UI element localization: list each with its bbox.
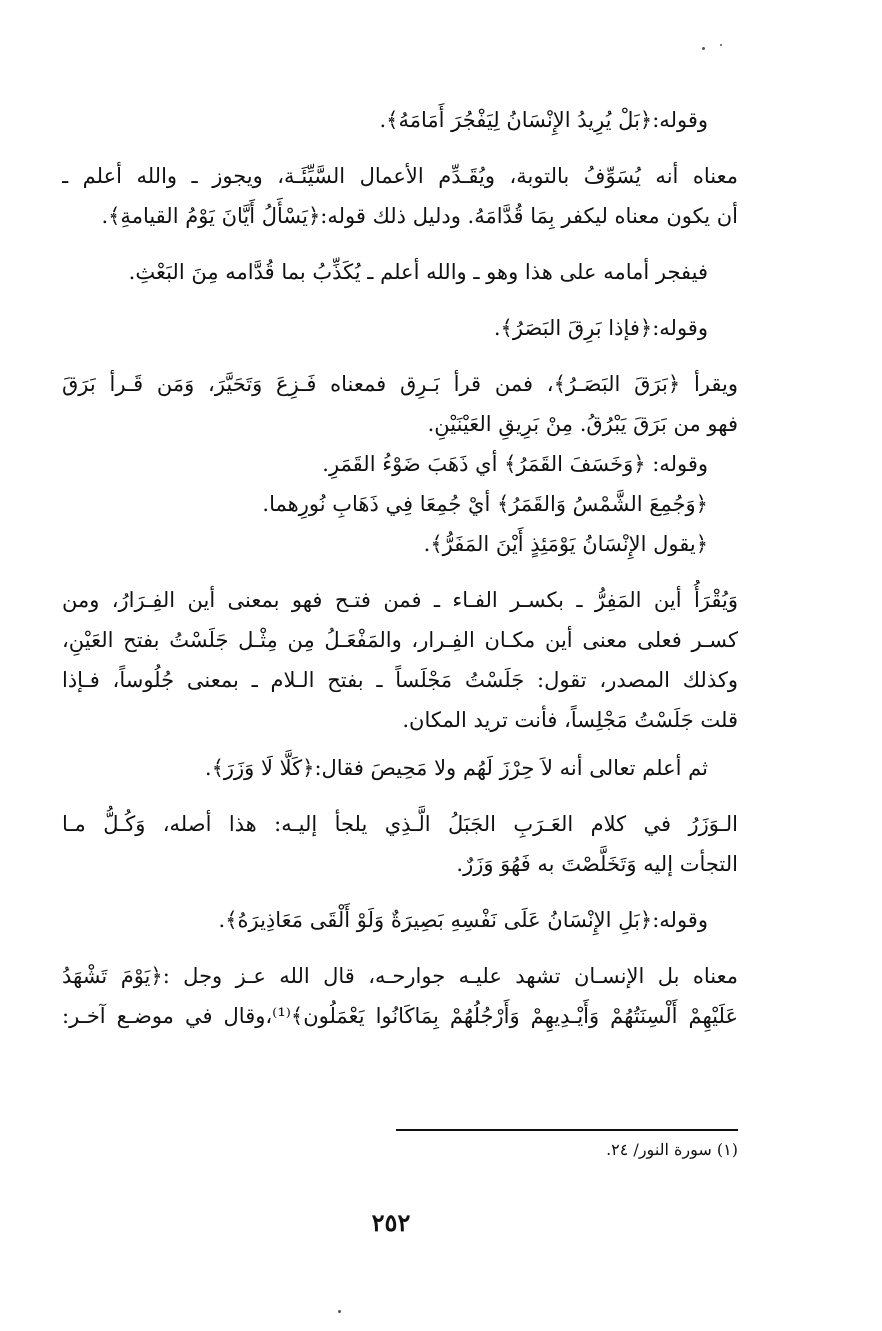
- text-line: ويقرأ ﴿بَرَقَ البَصَـرُ﴾، فمن قرأ بَـرِق فمعناه فَـزِعَ وَتَحَيَّرَ، وَمَن قَـرأ بَرَقَ: [62, 372, 738, 396]
- page-body: [62, 100, 738, 1036]
- quran-quote-line: وقوله:﴿بَلْ يُرِيدُ الإِنْسَانُ لِيَفْجُرَ أَمَامَهُ﴾.: [379, 108, 708, 132]
- text-line: الـوَزَرُ في كلام العَـرَبِ الجَبَلُ الَّـذِي يلجأ إليـه: هذا أصله، وَكُـلُّ مـا: [62, 812, 738, 836]
- text-line: قلت جَلَسْتُ مَجْلِساً، فأنت تريد المكان.: [402, 708, 738, 732]
- text-line: وَيُقْرَأُ أين المَفِرُّ ـ بكسـر الفـاء ـ فمن فتـح فهو بمعنى أين الفِـرَارُ، ومن: [62, 588, 738, 612]
- scan-speck: [720, 44, 722, 46]
- quran-quote-line: ﴿وَجُمِعَ الشَّمْسُ وَالقَمَرُ﴾ أيْ جُمِعَا فِي ذَهَابِ نُورِهما.: [262, 492, 708, 516]
- text-line: معناه بل الإنسـان تشهد عليـه جوارحـه، قال الله عـز وجل :﴿يَوْمَ تَشْهَدُ: [62, 964, 738, 988]
- page-number: ٢٥٢: [371, 1208, 411, 1237]
- text-line: معناه أنه يُسَوِّفُ بالتوبة، ويُقَـدِّم الأعمال السَّيِّئَـة، ويجوز ـ والله أعلم ـ: [62, 164, 738, 188]
- quran-quote-line: وقوله:﴿بَلِ الإِنْسَانُ عَلَى نَفْسِهِ بَصِيرَةٌ وَلَوْ أَلْقَى مَعَاذِيرَهُ﴾.: [218, 908, 708, 932]
- footnote: (١) سورة النور/ ٢٤.: [606, 1140, 738, 1159]
- quran-quote-line: وقوله:﴿فإذا بَرِقَ البَصَرُ﴾.: [493, 316, 708, 340]
- quran-quote-line: وقوله: ﴿وَخَسَفَ القَمَرُ﴾ أي ذَهَبَ ضَوْءُ القَمَرِ.: [322, 452, 708, 476]
- footnote-separator: [396, 1129, 738, 1131]
- text-line: عَلَيْهِمْ أَلْسِنَتُهُمْ وَأَيْـدِيهِمْ وَأَرْجُلُهُمْ بِمَاكَانُوا يَعْمَلُون﴾⁽¹⁾،وقال في موضـع آخـر:: [62, 1004, 738, 1028]
- text-line: أن يكون معناه ليكفر بِمَا قُدَّامَهُ. ودليل ذلك قوله:﴿يَسْأَلُ أَيَّانَ يَوْمُ القيامةِ﴾.: [101, 204, 738, 228]
- text-line: التجأت إليه وَتَخَلَّصْتَ به فَهُوَ وَزَرٌ.: [456, 852, 738, 876]
- text-line: ثم أعلم تعالى أنه لاَ حِرْزَ لَهُم ولا مَحِيصَ فقال:﴿كَلَّا لَا وَزَرَ﴾.: [204, 756, 708, 780]
- text-line: كسـر فعلى معنى أين مكـان الفِـرار، والمَفْعَـلُ مِن مِثْـل جَلَسْتُ بفتح العَيْنِ،: [62, 628, 738, 652]
- text-line: فيفجر أمامه على هذا وهو ـ والله أعلم ـ يُكَذِّبُ بما قُدَّامه مِنَ البَعْثِ.: [128, 260, 708, 284]
- scan-speck: [338, 1310, 341, 1313]
- quran-quote-line: ﴿يقول الإِنْسَانُ يَوْمَئِذٍ أَيْنَ المَفَرُّ﴾.: [423, 532, 708, 556]
- text-line: وكذلك المصدر، تقول: جَلَسْتُ مَجْلَساً ـ بفتح الـلام ـ بمعنى جُلُوساً، فـإذا: [62, 668, 738, 692]
- scan-speck: [702, 47, 705, 50]
- text-line: فهو من بَرَقَ يَبْرُقُ. مِنْ بَرِيقِ العَيْنَيْنِ.: [427, 412, 738, 436]
